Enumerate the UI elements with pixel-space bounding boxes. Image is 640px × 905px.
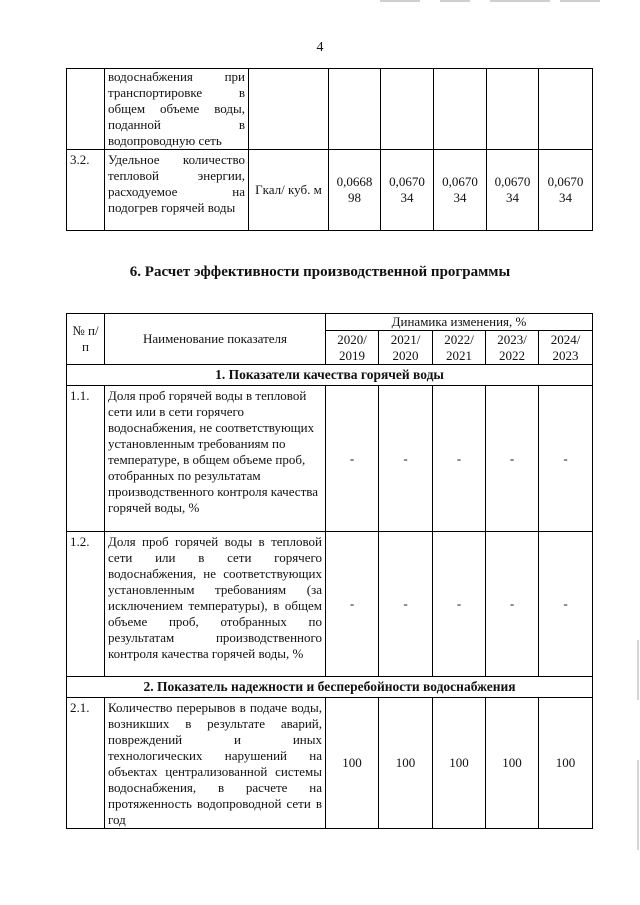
- row-value: -: [486, 386, 539, 532]
- table-row: [67, 69, 593, 150]
- page-number: 4: [316, 40, 324, 55]
- header-num: № п/п: [67, 314, 105, 365]
- section-title: 2. Показатель надежности и бесперебойности водоснабжения: [67, 677, 593, 698]
- row-num: [67, 69, 105, 150]
- row-value: 0,0670 34: [434, 150, 487, 231]
- header-year: 2020/ 2019: [326, 331, 379, 365]
- table-row: [67, 698, 593, 829]
- row-value: [381, 69, 434, 150]
- row-value: [539, 69, 593, 150]
- row-value: -: [433, 386, 486, 532]
- table-row: [67, 150, 593, 231]
- row-value: 100: [379, 698, 433, 829]
- row-value: [487, 69, 539, 150]
- row-unit: Гкал/ куб. м: [249, 150, 329, 231]
- table-row: [67, 386, 593, 532]
- row-num: 1.2.: [67, 532, 105, 677]
- row-name: Количество перерывов в подаче воды, возникших в результате аварий, повреждений и иных технологических нарушений на объектах централизованной системы водоснабжения, в расчете на протяженность водопроводной сети в год: [105, 698, 326, 829]
- header-dynamics: Динамика изменения, %: [326, 314, 593, 331]
- header-name: Наименование показателя: [105, 314, 326, 365]
- row-value: 100: [486, 698, 539, 829]
- row-value: 100: [539, 698, 593, 829]
- indicators-table-continued: [66, 68, 593, 231]
- header-year: 2021/ 2020: [379, 331, 433, 365]
- row-value: -: [326, 386, 379, 532]
- row-value: 100: [326, 698, 379, 829]
- row-value: 100: [433, 698, 486, 829]
- row-value: -: [433, 532, 486, 677]
- table-row: [67, 532, 593, 677]
- row-value: -: [326, 532, 379, 677]
- row-name: водоснабжения при транспортировке в общем объеме воды, поданной в водопроводную сеть: [105, 69, 249, 150]
- row-value: [434, 69, 487, 150]
- section-heading: 6. Расчет эффективности производственной программы: [129, 264, 511, 280]
- row-value: 0,0670 34: [487, 150, 539, 231]
- row-value: -: [379, 386, 433, 532]
- row-value: 0,0668 98: [329, 150, 381, 231]
- row-num: 1.1.: [67, 386, 105, 532]
- section-title: 1. Показатели качества горячей воды: [67, 365, 593, 386]
- scan-artifact-edge: [636, 0, 640, 905]
- row-name: Удельное количество тепловой энергии, расходуемое на подогрев горячей воды: [105, 150, 249, 231]
- row-name: Доля проб горячей воды в тепловой сети или в сети горячего водоснабжения, не соответствующих установленным требованиям (за исключением температуры), в общем объеме проб, отобранных по результатам производственного контроля качества горячей воды, %: [105, 532, 326, 677]
- row-value: 0,0670 34: [539, 150, 593, 231]
- efficiency-table: [66, 313, 593, 829]
- row-num: 3.2.: [67, 150, 105, 231]
- row-value: 0,0670 34: [381, 150, 434, 231]
- header-year: 2024/ 2023: [539, 331, 593, 365]
- section-row: [67, 365, 593, 386]
- row-num: 2.1.: [67, 698, 105, 829]
- section-row: [67, 677, 593, 698]
- scan-artifact-top: [0, 0, 640, 4]
- row-value: [329, 69, 381, 150]
- row-value: -: [539, 386, 593, 532]
- table-header-row: [67, 314, 593, 331]
- row-value: -: [379, 532, 433, 677]
- header-year: 2023/ 2022: [486, 331, 539, 365]
- row-value: -: [539, 532, 593, 677]
- header-year: 2022/ 2021: [433, 331, 486, 365]
- row-value: -: [486, 532, 539, 677]
- row-name: Доля проб горячей воды в тепловой сети или в сети горячего водоснабжения, не соответствующих установленным требованиям по температуре, в общем объеме проб, отобранных по результатам производственного контроля качества горячей воды, %: [105, 386, 326, 532]
- row-unit: [249, 69, 329, 150]
